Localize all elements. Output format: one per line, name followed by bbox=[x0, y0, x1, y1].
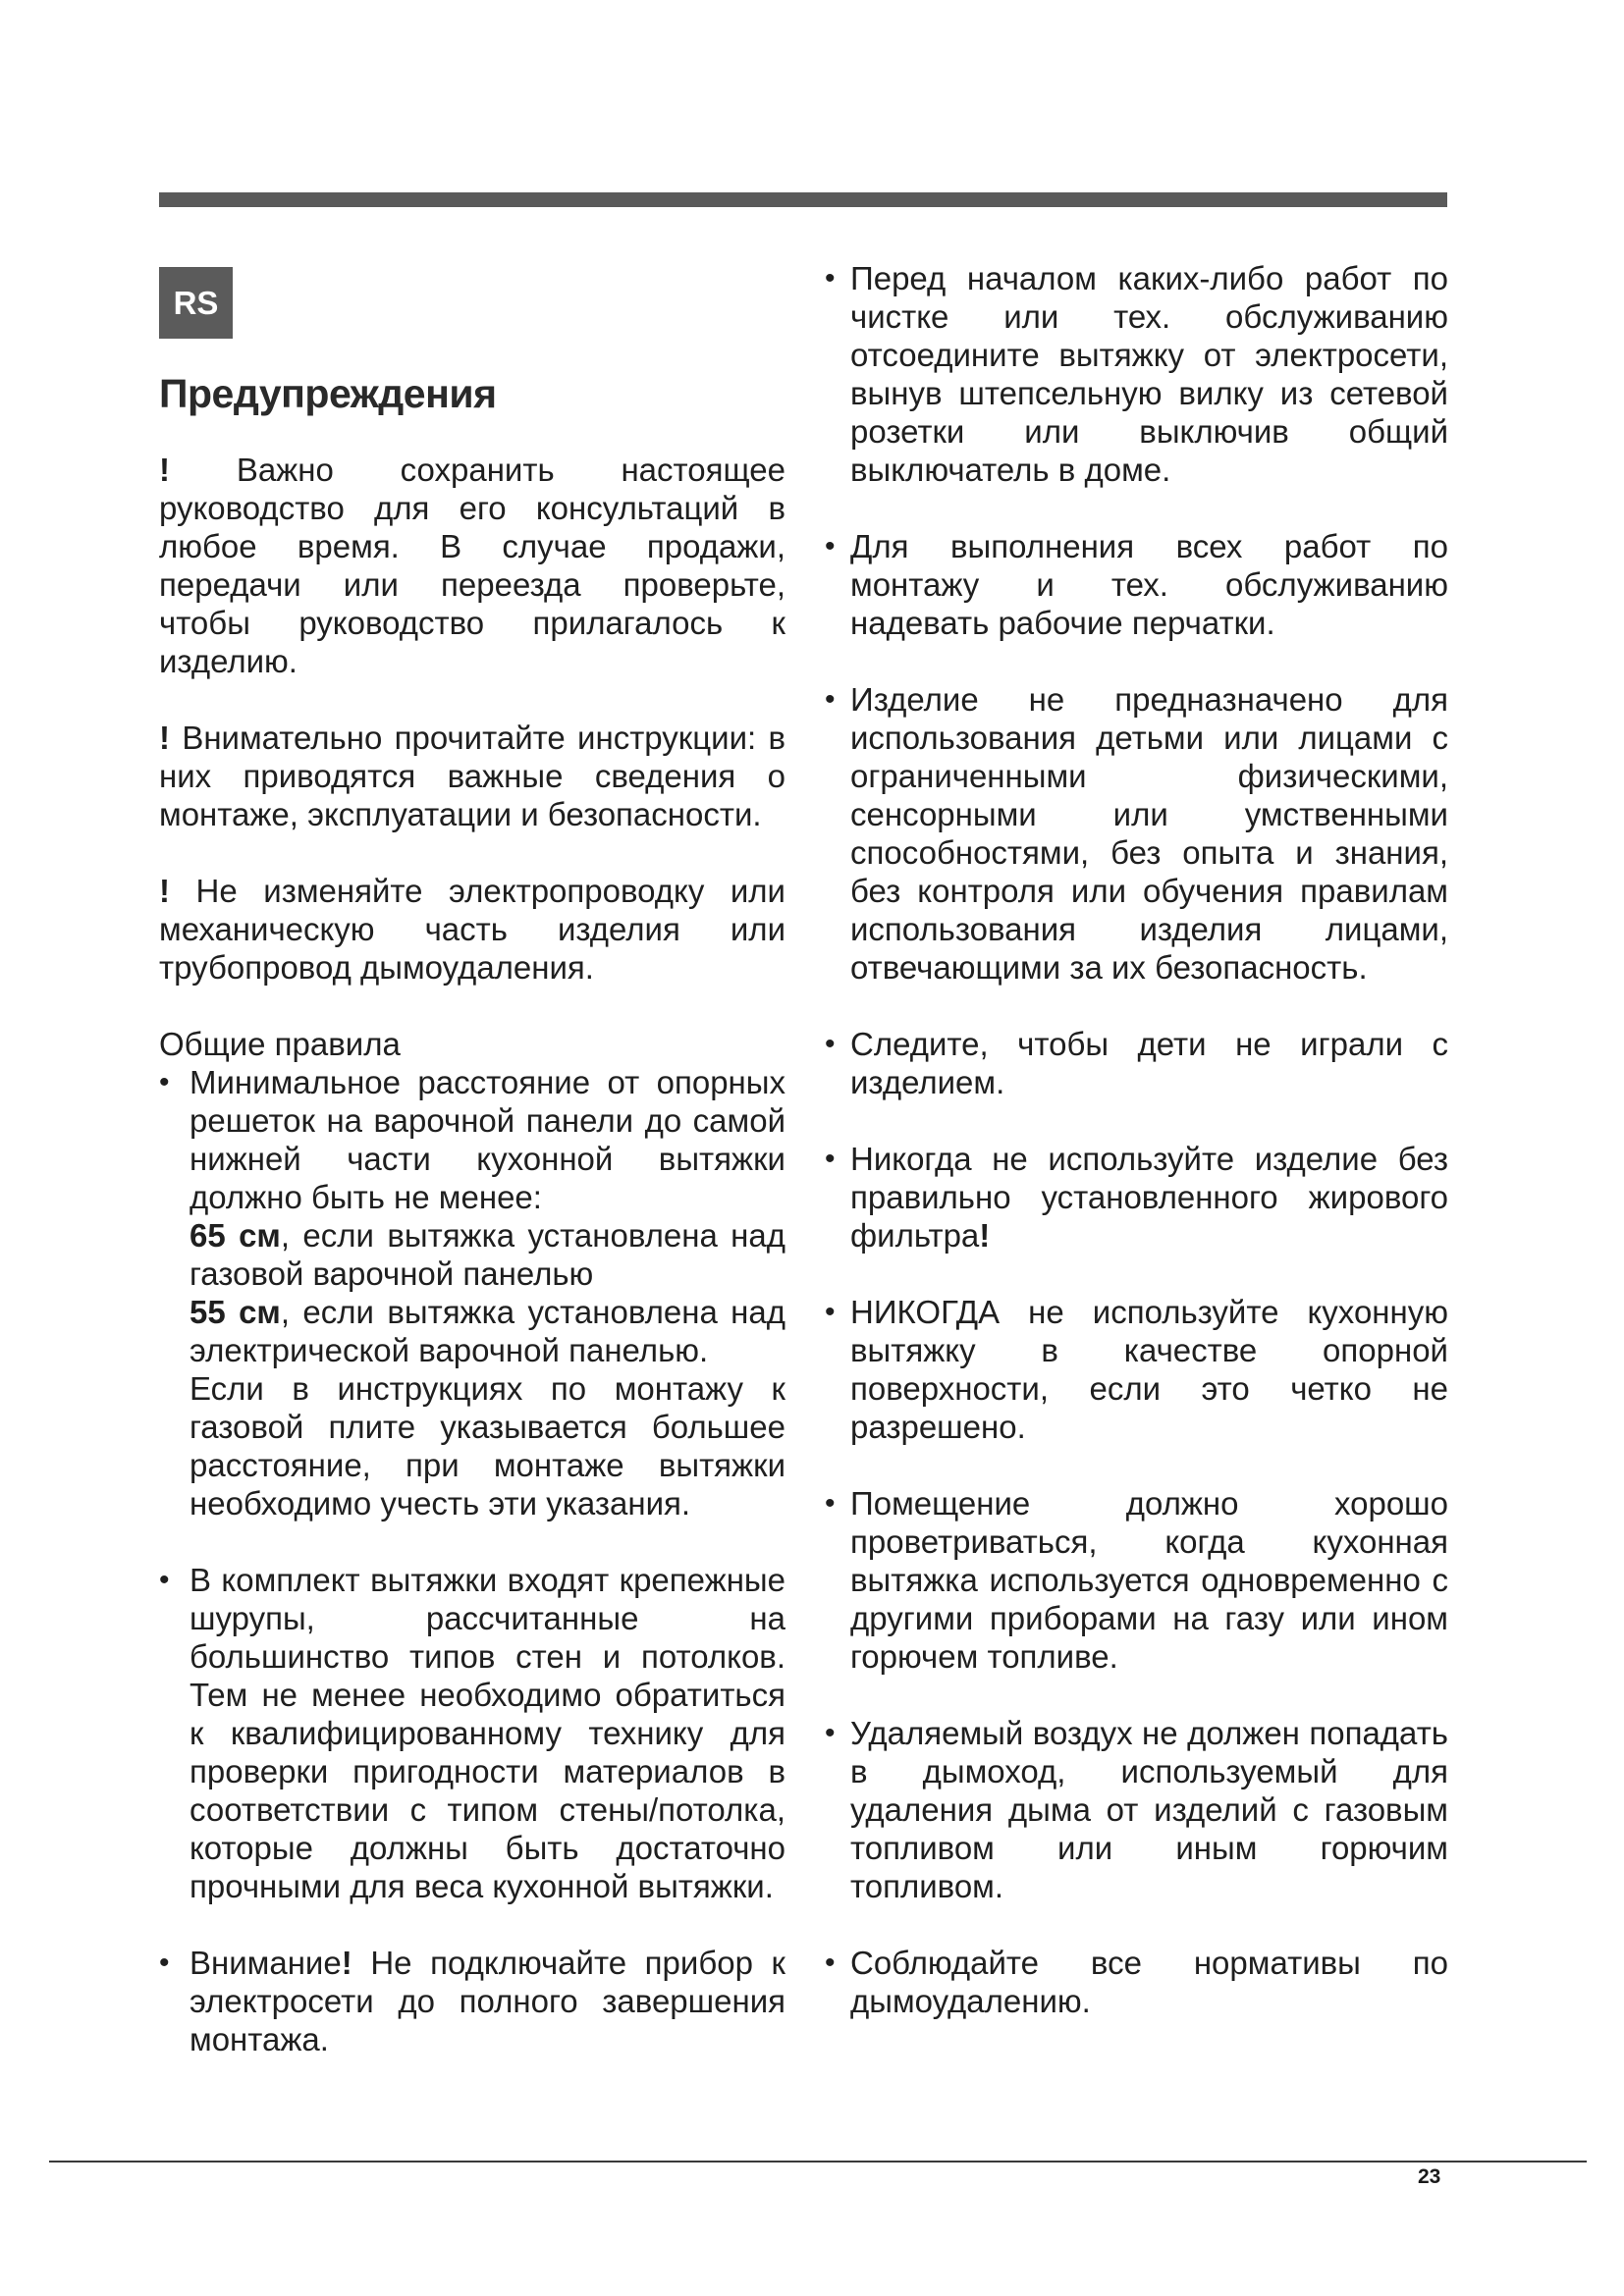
language-badge-label: RS bbox=[173, 284, 219, 321]
list-item bbox=[825, 1714, 1448, 1905]
item-text: Изделие не предназначено для использования детьми или лицами с ограниченными физическими, сенсорными или умственными способностями, без опыта и знания, без контроля или обучения правилам использования изделия лицами, отвечающими за их безопасность. bbox=[850, 681, 1448, 986]
exclamation-mark: ! bbox=[159, 452, 170, 488]
bottom-rule bbox=[49, 2161, 1587, 2163]
item-text: НИКОГДА не используйте кухонную вытяжку в качестве опорной поверхности, если это четко не разрешено. bbox=[850, 1294, 1448, 1445]
safety-list bbox=[825, 259, 1448, 2020]
list-item bbox=[825, 1140, 1448, 1255]
intro-paragraph bbox=[159, 451, 785, 680]
paragraph-text: Не изменяйте электропроводку или механическую часть изделия или трубопровод дымоудаления. bbox=[159, 873, 785, 986]
paragraph-text: Внимательно прочитайте инструкции: в них приводятся важные сведения о монтаже, эксплуатации и безопасности. bbox=[159, 720, 786, 832]
item-text: Перед началом каких-либо работ по чистке или тех. обслуживанию отсоедините вытяжку от электросети, вынув штепсельную вилку из сетевой розетки или выключив общий выключатель в доме. bbox=[850, 260, 1448, 488]
list-item bbox=[825, 527, 1448, 642]
electric-distance-text: , если вытяжка установлена над электрической варочной панелью. bbox=[189, 1294, 786, 1368]
exclamation-mark: ! bbox=[341, 1945, 352, 1981]
section-heading: Общие правила bbox=[159, 1026, 401, 1062]
item-text: Следите, чтобы дети не играли с изделием. bbox=[850, 1026, 1448, 1100]
language-badge bbox=[159, 267, 233, 339]
list-item bbox=[825, 1484, 1448, 1676]
distance-intro: • Минимальное расстояние от опорных решеток на варочной панели до самой нижней части кухонной вытяжки должно быть не менее: bbox=[189, 1064, 785, 1215]
electric-distance-value: 55 см bbox=[189, 1294, 281, 1330]
warning-text bbox=[189, 1944, 785, 2058]
list-item bbox=[159, 1944, 785, 2058]
gas-distance-text: , если вытяжка установлена над газовой варочной панелью bbox=[189, 1217, 786, 1292]
exclamation-mark: ! bbox=[159, 873, 170, 909]
item-text: Помещение должно хорошо проветриваться, когда кухонная вытяжка используется одновременно с другими приборами на газу или ином горючем топливе. bbox=[850, 1485, 1448, 1675]
list-item bbox=[825, 1025, 1448, 1101]
warning-prefix: Внимание bbox=[189, 1945, 342, 1981]
page-number: 23 bbox=[1418, 2165, 1441, 2188]
list-item bbox=[159, 1063, 785, 1522]
list-item bbox=[825, 1944, 1448, 2020]
page-title: Предупреждения bbox=[159, 371, 497, 416]
general-rules-list bbox=[159, 1063, 785, 1522]
paragraph-text: Важно сохранить настоящее руководство для его консультаций в любое время. В случае продажи, передачи или переезда проверьте, чтобы руководство прилагалось к изделию. bbox=[159, 452, 785, 679]
general-rules-list-continued bbox=[159, 1561, 785, 2058]
exclamation-mark: ! bbox=[159, 720, 170, 756]
exclamation-mark: ! bbox=[979, 1217, 991, 1254]
intro-paragraph bbox=[159, 872, 785, 987]
right-column bbox=[825, 259, 1448, 2058]
list-item bbox=[159, 1561, 785, 1905]
distance-note: Если в инструкциях по монтажу к газовой плите указывается большее расстояние, при монтаже вытяжки необходимо учесть эти указания. bbox=[189, 1370, 785, 1522]
left-column bbox=[159, 451, 785, 2097]
intro-paragraph bbox=[159, 719, 785, 833]
gas-distance-line bbox=[189, 1216, 785, 1293]
list-item bbox=[825, 259, 1448, 489]
electric-distance-line bbox=[189, 1293, 785, 1369]
item-text: Удаляемый воздух не должен попадать в дымоход, используемый для удаления дыма от изделий с газовым топливом или иным горючим топливом. bbox=[850, 1715, 1448, 1904]
item-text: Никогда не используйте изделие без правильно установленного жирового фильтра bbox=[850, 1141, 1448, 1254]
kit-text: • В комплект вытяжки входят крепежные шурупы, рассчитанные на большинство типов стен и потолков. Тем не менее необходимо обратиться к квалифицированному технику для проверки пригодности материалов в соответствии с типом стены/потолка, которые должны быть достаточно прочными для веса кухонной вытяжки. bbox=[189, 1562, 785, 1904]
list-item bbox=[825, 680, 1448, 987]
list-item bbox=[825, 1293, 1448, 1446]
item-text: Для выполнения всех работ по монтажу и тех. обслуживанию надевать рабочие перчатки. bbox=[850, 528, 1448, 641]
top-rule bbox=[159, 192, 1447, 207]
warning-body: Не подключайте прибор к электросети до полного завершения монтажа. bbox=[189, 1945, 785, 2057]
item-text: Соблюдайте все нормативы по дымоудалению. bbox=[850, 1945, 1448, 2019]
gas-distance-value: 65 см bbox=[189, 1217, 281, 1254]
